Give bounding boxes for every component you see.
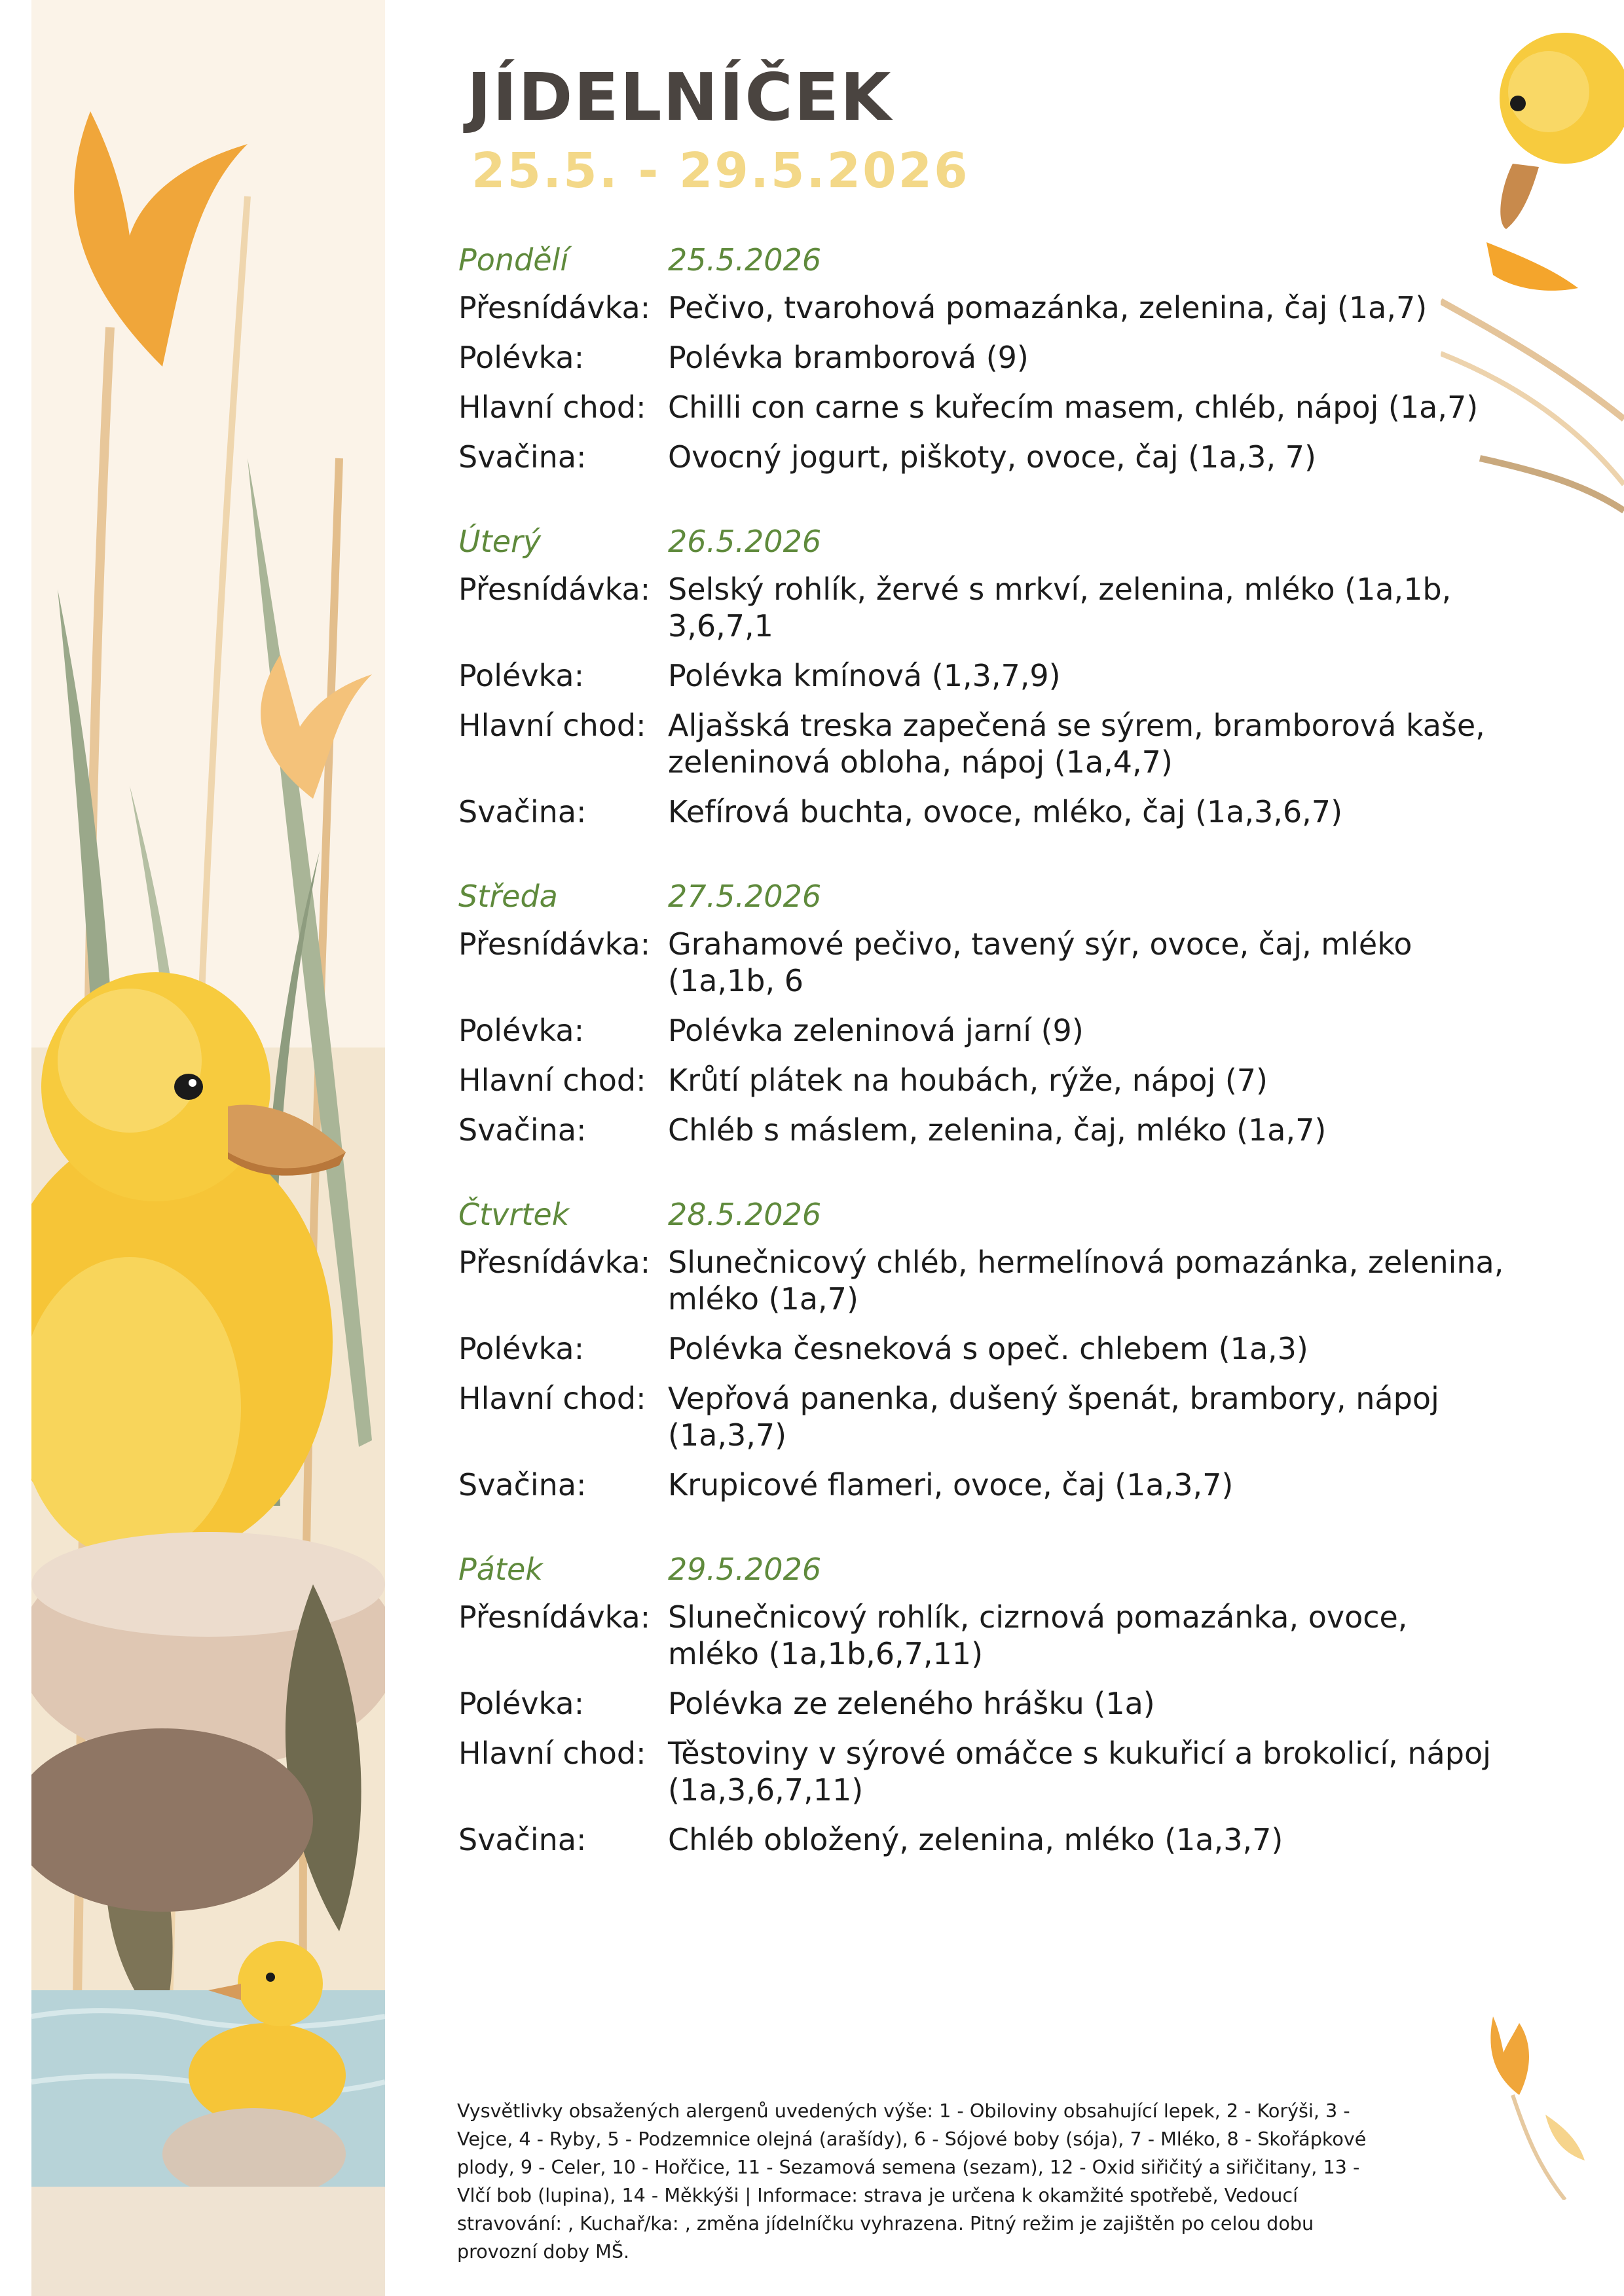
meal-row	[458, 1685, 1506, 1722]
meal-label: Polévka:	[458, 1331, 585, 1366]
meal-label: Hlavní chod:	[458, 1736, 646, 1771]
meal-row	[458, 571, 1506, 644]
meal-row	[458, 926, 1506, 999]
day-heading	[458, 242, 1506, 278]
meal-text: Vepřová panenka, dušený špenát, brambory, nápoj (1a,3,7)	[668, 1381, 1439, 1453]
meal-row	[458, 657, 1506, 694]
meal-label: Přesnídávka:	[458, 290, 651, 325]
day-name: Pondělí	[458, 242, 569, 278]
meal-row	[458, 339, 1506, 376]
day-date: 28.5.2026	[668, 1197, 822, 1232]
meal-text: Krůtí plátek na houbách, rýže, nápoj (7)	[668, 1063, 1268, 1098]
meal-text: Polévka kmínová (1,3,7,9)	[668, 658, 1061, 693]
day-block	[458, 1552, 1506, 1858]
meal-row	[458, 289, 1506, 326]
meal-text: Chléb s máslem, zelenina, čaj, mléko (1a,7)	[668, 1112, 1327, 1148]
day-date: 26.5.2026	[668, 524, 822, 559]
meal-text: Aljašská treska zapečená se sýrem, bramborová kaše, zeleninová obloha, nápoj (1a,4,7)	[668, 708, 1485, 780]
meal-row	[458, 1112, 1506, 1148]
meal-row	[458, 1380, 1506, 1453]
day-block	[458, 524, 1506, 830]
duckling-illustration	[31, 0, 385, 2296]
meal-text: Pečivo, tvarohová pomazánka, zelenina, čaj (1a,7)	[668, 290, 1428, 325]
day-name: Úterý	[458, 524, 542, 559]
weekly-menu	[458, 242, 1506, 1906]
meal-text: Polévka ze zeleného hrášku (1a)	[668, 1686, 1155, 1721]
meal-label: Polévka:	[458, 1013, 585, 1048]
meal-label: Hlavní chod:	[458, 1381, 646, 1416]
day-heading	[458, 1197, 1506, 1232]
day-heading	[458, 524, 1506, 559]
meal-text: Krupicové flameri, ovoce, čaj (1a,3,7)	[668, 1467, 1234, 1503]
meal-text: Chilli con carne s kuřecím masem, chléb, nápoj (1a,7)	[668, 390, 1479, 425]
day-date: 29.5.2026	[668, 1552, 822, 1587]
day-heading	[458, 879, 1506, 914]
meal-label: Přesnídávka:	[458, 572, 651, 607]
day-name: Čtvrtek	[458, 1197, 570, 1232]
meal-label: Polévka:	[458, 658, 585, 693]
meal-label: Svačina:	[458, 794, 587, 829]
meal-label: Přesnídávka:	[458, 926, 651, 962]
day-block	[458, 1197, 1506, 1503]
meal-label: Hlavní chod:	[458, 1063, 646, 1098]
day-block	[458, 879, 1506, 1148]
meal-row	[458, 1735, 1506, 1808]
meal-label: Svačina:	[458, 1467, 587, 1503]
meal-row	[458, 389, 1506, 426]
meal-row	[458, 1330, 1506, 1367]
meal-label: Svačina:	[458, 1822, 587, 1857]
meal-row	[458, 1821, 1506, 1858]
meal-text: Polévka zeleninová jarní (9)	[668, 1013, 1084, 1048]
meal-label: Polévka:	[458, 340, 585, 375]
orange-leaf	[1467, 2003, 1598, 2200]
meal-text: Polévka bramborová (9)	[668, 340, 1029, 375]
day-heading	[458, 1552, 1506, 1587]
meal-text: Chléb obložený, zelenina, mléko (1a,3,7)	[668, 1822, 1283, 1857]
meal-text: Slunečnicový chléb, hermelínová pomazánka, zelenina, mléko (1a,7)	[668, 1245, 1504, 1317]
meal-label: Polévka:	[458, 1686, 585, 1721]
day-date: 27.5.2026	[668, 879, 822, 914]
meal-text: Grahamové pečivo, tavený sýr, ovoce, čaj, mléko (1a,1b, 6	[668, 926, 1412, 998]
meal-row	[458, 1244, 1506, 1317]
meal-label: Přesnídávka:	[458, 1245, 651, 1280]
meal-label: Svačina:	[458, 1112, 587, 1148]
day-name: Pátek	[458, 1552, 543, 1587]
meal-row	[458, 1062, 1506, 1099]
meal-row	[458, 1012, 1506, 1049]
meal-text: Těstoviny v sýrové omáčce s kukuřicí a brokolicí, nápoj (1a,3,6,7,11)	[668, 1736, 1491, 1808]
meal-label: Hlavní chod:	[458, 390, 646, 425]
allergen-footnote: Vysvětlivky obsažených alergenů uvedených výše: 1 - Obiloviny obsahující lepek, 2 - Korýši, 3 - Vejce, 4 - Ryby, 5 - Podzemnice olejná (arašídy), 6 - Sójové boby (sója), 7 - Mléko, 8 - Skořápkové plody, 9 - Celer, 10 - Hořčice, 11 - Sezamová semena (sezam), 12 - Oxid siřičitý a siřičitany, 13 - Vlčí bob (lupina), 14 - Měkkýši | Informace: strava je určena k okamžité spotřebě, Vedoucí stravování: , Kuchař/ka: , změna jídelníčku vyhrazena. Pitný režim je zajištěn po celou dobu provozní doby MŠ.	[457, 2100, 1367, 2263]
meal-row	[458, 707, 1506, 780]
meal-label: Hlavní chod:	[458, 708, 646, 743]
meal-row	[458, 439, 1506, 475]
day-block	[458, 242, 1506, 475]
day-name: Středa	[458, 879, 558, 914]
meal-row	[458, 1467, 1506, 1503]
meal-label: Svačina:	[458, 439, 587, 475]
meal-text: Ovocný jogurt, piškoty, ovoce, čaj (1a,3, 7)	[668, 439, 1316, 475]
meal-row	[458, 1599, 1506, 1672]
meal-text: Slunečnicový rohlík, cizrnová pomazánka, ovoce, mléko (1a,1b,6,7,11)	[668, 1599, 1408, 1671]
meal-text: Polévka česneková s opeč. chlebem (1a,3)	[668, 1331, 1308, 1366]
meal-row	[458, 793, 1506, 830]
date-range: 25.5. - 29.5.2026	[471, 143, 970, 199]
page-title: JÍDELNÍČEK	[467, 59, 893, 136]
meal-label: Přesnídávka:	[458, 1599, 651, 1635]
day-date: 25.5.2026	[668, 242, 822, 278]
meal-text: Kefírová buchta, ovoce, mléko, čaj (1a,3,6,7)	[668, 794, 1343, 829]
meal-text: Selský rohlík, žervé s mrkví, zelenina, mléko (1a,1b, 3,6,7,1	[668, 572, 1452, 644]
